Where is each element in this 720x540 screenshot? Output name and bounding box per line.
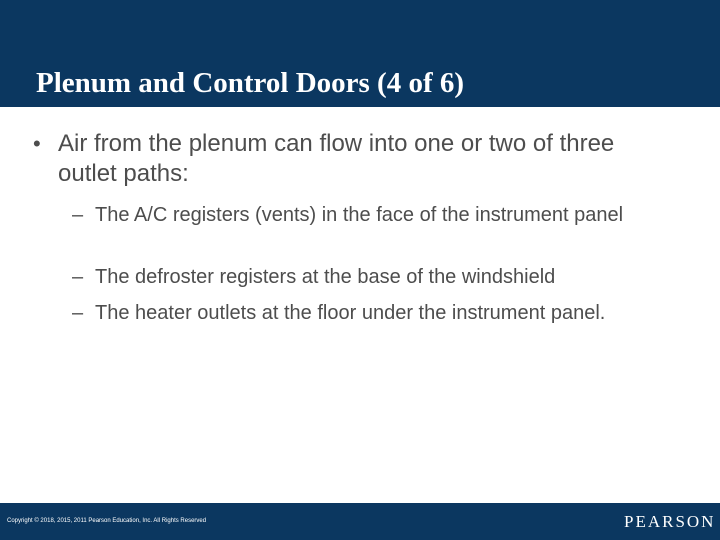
slide-title: Plenum and Control Doors (4 of 6) [36,67,465,99]
sub-bullet-marker: – [72,266,84,288]
sub-bullet-text: The defroster registers at the base of the windshield [95,266,556,288]
sub-bullet-item [72,203,692,228]
pearson-logo: PEARSON [624,512,716,531]
bullet-marker: • [33,131,41,156]
sub-bullet-marker: – [72,204,84,226]
sub-bullet-marker: – [72,302,84,324]
copyright-notice: Copyright © 2018, 2015, 2011 Pearson Education, Inc. All Rights Reserved [7,518,207,524]
footer-bar [0,503,720,540]
sub-bullet-text: The heater outlets at the floor under the instrument panel. [95,302,606,324]
bullet-text: Air from the plenum can flow into one or two of three outlet paths: [58,130,615,187]
sub-bullet-text: The A/C registers (vents) in the face of the instrument panel [95,204,624,226]
sub-bullet-item [72,301,692,326]
bullet-item [33,129,693,189]
sub-bullet-item [72,265,692,290]
